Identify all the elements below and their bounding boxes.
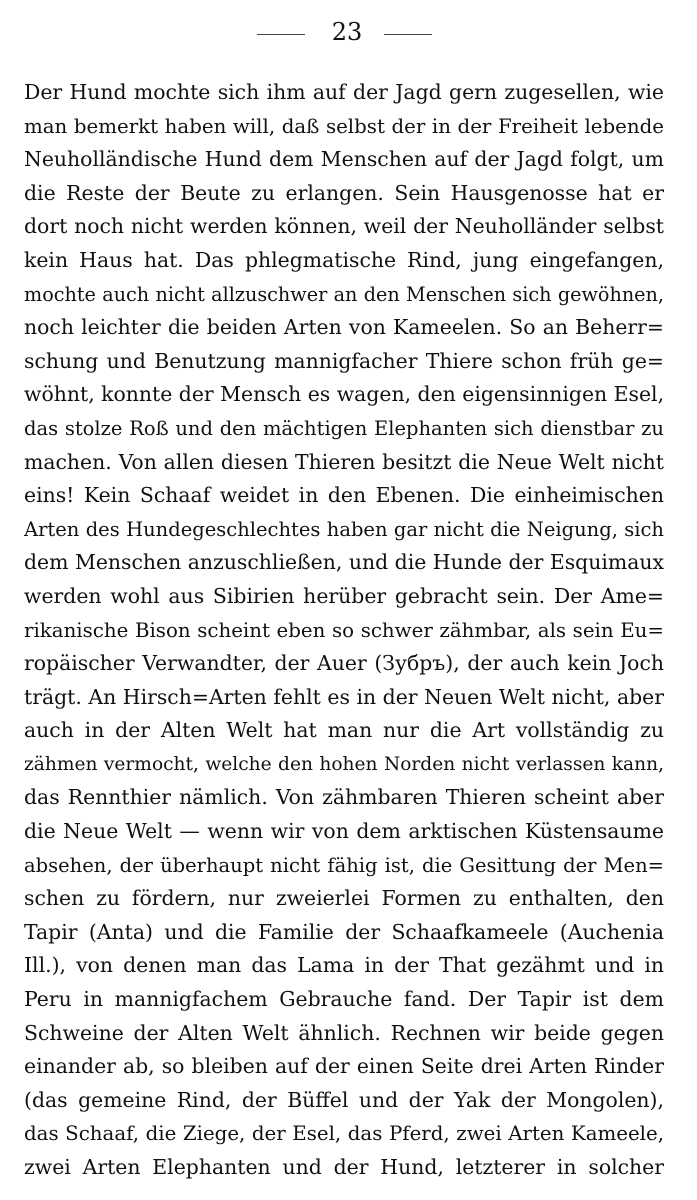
text-line: man bemerkt haben will, daß selbst der in der Freiheit lebende: [24, 114, 664, 138]
text-line: rikanische Bison scheint eben so schwer zähmbar, als sein Eu=: [24, 618, 664, 642]
page-number: 23: [331, 18, 363, 46]
header-rule-left: [257, 34, 305, 35]
text-line: Arten des Hundegeschlechtes haben gar nicht die Neigung, sich: [24, 517, 664, 541]
text-line: die Reste der Beute zu erlangen. Sein Hausgenosse hat er: [24, 180, 664, 205]
text-line: machen. Von allen diesen Thieren besitzt die Neue Welt nicht: [24, 449, 664, 474]
text-line: ropäischer Verwandter, der Auer (Зубръ), der auch kein Joch: [24, 651, 664, 676]
text-line: Peru in mannigfachem Gebrauche fand. Der Tapir ist dem: [24, 987, 664, 1012]
text-line: kein Haus hat. Das phlegmatische Rind, jung eingefangen,: [24, 247, 664, 272]
text-line: Schweine der Alten Welt ähnlich. Rechnen wir beide gegen: [24, 1020, 664, 1045]
text-line: eins! Kein Schaaf weidet in den Ebenen. Die einheimischen: [24, 483, 664, 508]
text-line: auch in der Alten Welt hat man nur die Art vollständig zu: [24, 718, 664, 743]
text-line: zähmen vermocht, welche den hohen Norden nicht verlassen kann,: [24, 753, 664, 775]
text-line: schung und Benutzung mannigfacher Thiere schon früh ge=: [24, 348, 664, 373]
text-line: zwei Arten Elephanten und der Hund, letzterer in solcher: [24, 1155, 664, 1179]
text-line: absehen, der überhaupt nicht fähig ist, die Gesittung der Men=: [24, 853, 664, 877]
text-line: das stolze Roß und den mächtigen Elephanten sich dienstbar zu: [24, 416, 664, 440]
text-line: Ill.), von denen man das Lama in der That gezähmt und in: [24, 953, 664, 978]
header-rule-right: [384, 34, 432, 35]
text-line: schen zu fördern, nur zweierlei Formen zu enthalten, den: [24, 886, 664, 911]
text-line: werden wohl aus Sibirien herüber gebracht sein. Der Ame=: [24, 583, 664, 608]
text-line: (das gemeine Rind, der Büffel und der Yak der Mongolen),: [24, 1087, 664, 1112]
text-line: Der Hund mochte sich ihm auf der Jagd gern zugesellen, wie: [24, 80, 664, 104]
text-line: noch leichter die beiden Arten von Kameelen. So an Beherr=: [24, 315, 664, 340]
text-line: Neuholländische Hund dem Menschen auf der Jagd folgt, um: [24, 147, 664, 172]
text-line: einander ab, so bleiben auf der einen Seite drei Arten Rinder: [24, 1054, 664, 1079]
text-line: Tapir (Anta) und die Familie der Schaafkameele (Auchenia: [24, 919, 664, 944]
body-text: [24, 76, 664, 1185]
text-line: wöhnt, konnte der Mensch es wagen, den eigensinnigen Esel,: [24, 382, 664, 407]
text-line: dort noch nicht werden können, weil der Neuholländer selbst: [24, 214, 664, 239]
text-line: trägt. An Hirsch=Arten fehlt es in der Neuen Welt nicht, aber: [24, 684, 664, 709]
page-header: [0, 14, 697, 50]
text-line: die Neue Welt — wenn wir von dem arktischen Küstensaume: [24, 819, 664, 844]
text-line: dem Menschen anzuschließen, und die Hunde der Esquimaux: [24, 550, 664, 575]
text-line: das Schaaf, die Ziege, der Esel, das Pferd, zwei Arten Kameele,: [24, 1122, 664, 1146]
text-line: mochte auch nicht allzuschwer an den Menschen sich gewöhnen,: [24, 282, 664, 306]
text-line: das Rennthier nämlich. Von zähmbaren Thieren scheint aber: [24, 785, 664, 810]
